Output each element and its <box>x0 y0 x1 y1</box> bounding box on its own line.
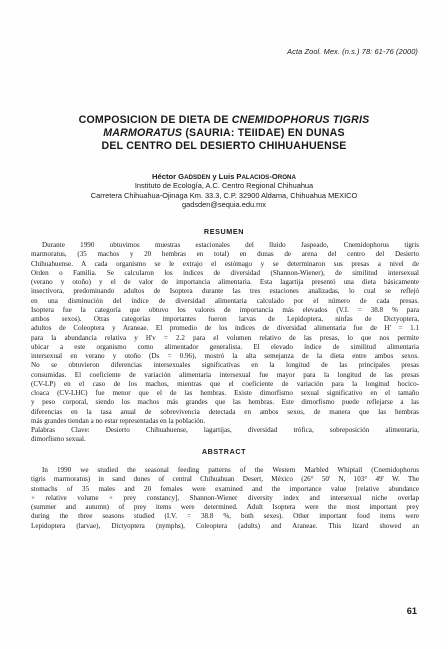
resumen-line: (verano y otoño) y el de valor de importancia alimentaria. Esta lagartija presentó una dieta básicamente <box>31 278 419 286</box>
resumen-line: Orden o Familia. Se calcularon los índices de diversidad (Shannon-Wiener), de similitud intersexual <box>31 268 419 277</box>
resumen-line: y peso corporal, siendo los machos más grandes que las hembras. Este dimorfismo puede reflejarse a las <box>31 398 419 407</box>
article-authors: Héctor GADSDEN y Luis PALACIOS-ORONA <box>152 172 296 181</box>
title-line-2: MARMORATUS (SAURIA: TEIIDAE) EN DUNAS <box>103 127 345 139</box>
resumen-line: insectívora, predominando adultos de Isoptera durante las tres estaciones analizadas, lo cual se reflejó <box>31 287 419 296</box>
abstract-line: stomachs of 35 males and 20 females were examined and the importance value [relative abundance <box>31 484 419 493</box>
resumen-line: Palabras Clave: Desierto Chihuahuense, lagartijas, diversidad trófica, sobreposición alimentaria, <box>31 426 419 434</box>
abstract-line: during the three seasons studied (I.V. = 38.8 %, both sexes). Other important food items were <box>31 512 419 521</box>
resumen-line: ambos sexos). Otras categorías importantes fueron larvas de Lepidoptera, ninfas de Dictyoptera, <box>31 315 419 323</box>
resumen-line: diferencias en la tasa anual de sobrevivencia detectada en ambos sexos, de manera que las hembras <box>31 407 419 416</box>
resumen-line: ubicar a este organismo como alimentador generalista. El elevado índice de similitud alimentaria <box>31 342 419 351</box>
author-affiliation <box>40 181 408 210</box>
resumen-line: Durante 1990 obtuvimos muestras estacionales del lluido Jaspeado, Cnemidophorus tigris <box>42 241 419 249</box>
affiliation-line-1: Instituto de Ecología, A.C. Centro Regional Chihuahua <box>134 181 314 190</box>
resumen-line: en una disminución del índice de diversidad alimentaria calculado por el número de cada presas. <box>31 296 419 305</box>
abstract-line: In 1990 we studied the seasonal feeding patterns of the Western Marbled Whiptail (Cnemidophorus <box>42 466 419 474</box>
resumen-body <box>31 241 419 445</box>
article-title <box>40 114 408 153</box>
affiliation-email: gadsden@sequia.edu.mx <box>182 200 266 210</box>
abstract-line: tigris marmoratus) in sand dunes of central Chihuahuan Desert, México (26° 50' N, 103° 49' W. The <box>31 475 419 484</box>
resumen-line: más grandes tiendan a no estar representadas en la población. <box>31 416 206 425</box>
resumen-line: para la abundancia relativa y H'v = 2.2 para el volumen relativo de las presas, lo que nos permite <box>31 333 419 342</box>
abstract-body <box>31 466 419 531</box>
abstract-line: (summer and autumn) of prey items were determined. Adult Isoptera were the most important prey <box>31 503 419 511</box>
resumen-line: (CV-LP) en el caso de los machos, mientras que el coeficiente de variación para la longitud hocico- <box>31 379 419 388</box>
page-number: 61 <box>406 606 417 616</box>
abstract-line: Lepidoptera (larvae), Dictyoptera (nymphs), Coleoptera (adults) and Araneae. This lizard showed an <box>31 521 419 530</box>
resumen-line: Chihuahuense. A cada organismo se le extrajo el estómago y se determinaron sus presas a nivel de <box>31 259 419 268</box>
abstract-heading: ABSTRACT <box>201 447 247 456</box>
resumen-line: cloaca (CV-LHC) fue menor que el de las hembras. Existe dimorfismo sexual significativo en el tamaño <box>31 389 419 397</box>
resumen-line: consumidas. El coeficiente de variación alimentaria intersexual fue mayor para la longitud de las presas <box>31 370 419 379</box>
title-line-3: DEL CENTRO DEL DESIERTO CHIHUAHUENSE <box>101 140 347 152</box>
title-line-1: COMPOSICION DE DIETA DE CNEMIDOPHORUS TIGRIS <box>78 114 370 126</box>
abstract-line: + relative volume + prey constancy], Shannon-Wiener diversity index and intersexual niche overlap <box>31 493 419 502</box>
resumen-line: intersexual en verano y otoño (Ds = 0.96), mostró la alta semejanza de la dieta entre ambos sexos. <box>31 352 419 360</box>
journal-citation: Acta Zool. Mex. (n.s.) 78: 61-76 (2000) <box>287 47 418 56</box>
resumen-line: adultos de Coleoptera y Araneae. El promedio de los índices de diversidad alimentaria fue de H' = 1.1 <box>31 324 419 333</box>
resumen-line: dimorfismo sexual. <box>31 435 86 444</box>
resumen-line: No se obtuvieron diferencias intersexuales significativas en la longitud de las principales presas <box>31 361 419 370</box>
affiliation-line-2: Carretera Chihuahua-Ojinaga Km. 33.3, C.P. 32900 Aldama, Chihuahua MEXICO <box>90 190 358 200</box>
resumen-line: marmoratus, (35 machos y 20 hembras en total) en dunas de arena del centro del Desierto <box>31 250 419 259</box>
resumen-heading: RESUMEN <box>203 227 245 236</box>
resumen-line: Isoptera fue la categoría que obtuvo los valores de importancia más elevados (V.I. = 38.8 % para <box>31 305 419 314</box>
